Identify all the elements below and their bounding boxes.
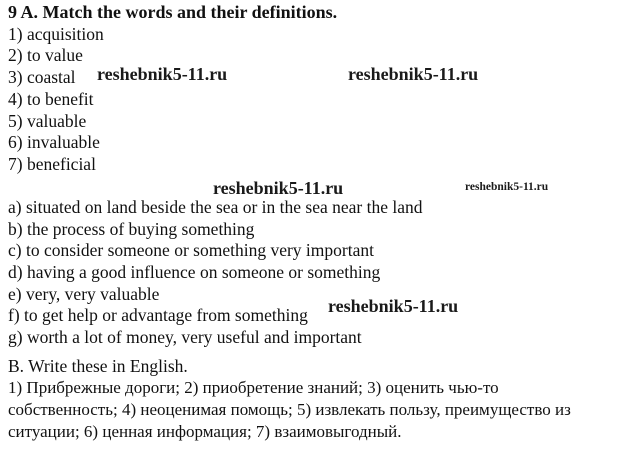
watermark: reshebnik5-11.ru xyxy=(328,296,459,316)
definition-item: c) to consider someone or something very important xyxy=(8,240,374,260)
word-item: 1) acquisition xyxy=(8,24,104,44)
word-item: 5) valuable xyxy=(8,111,87,131)
exercise-b-heading: B. Write these in English. xyxy=(8,356,188,376)
watermark: reshebnik5-11.ru xyxy=(97,64,228,84)
word-item: 6) invaluable xyxy=(8,132,100,152)
watermark: reshebnik5-11.ru xyxy=(213,178,344,198)
word-item: 3) coastal xyxy=(8,67,76,87)
definition-item: f) to get help or advantage from something xyxy=(8,305,308,325)
word-item: 7) beneficial xyxy=(8,154,96,174)
definition-item: d) having a good influence on someone or something xyxy=(8,262,381,282)
exercise-b-line: собственность; 4) неоценимая помощь; 5) извлекать пользу, преимущество из xyxy=(8,400,571,419)
definition-item: e) very, very valuable xyxy=(8,284,160,304)
word-item: 2) to value xyxy=(8,45,83,65)
exercise-b-line: 1) Прибрежные дороги; 2) приобретение знаний; 3) оценить чью-то xyxy=(8,378,499,397)
word-item: 4) to benefit xyxy=(8,89,94,109)
definition-item: a) situated on land beside the sea or in the sea near the land xyxy=(8,197,423,217)
exercise-a-heading: 9 A. Match the words and their definitions. xyxy=(8,2,338,22)
definition-item: b) the process of buying something xyxy=(8,219,255,239)
exercise-b-line: ситуации; 6) ценная информация; 7) взаимовыгодный. xyxy=(8,422,402,441)
definition-item: g) worth a lot of money, very useful and important xyxy=(8,327,362,347)
watermark: reshebnik5-11.ru xyxy=(348,64,479,84)
watermark: reshebnik5-11.ru xyxy=(465,181,549,193)
